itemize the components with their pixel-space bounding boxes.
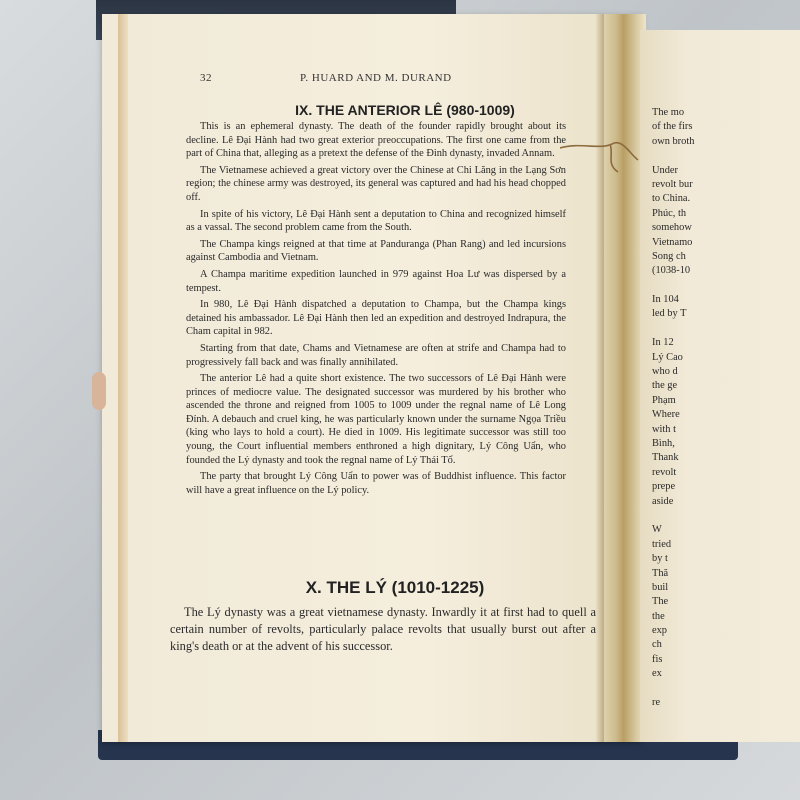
right-page-line: revolt bur [652, 178, 693, 190]
page-number: 32 [200, 72, 212, 84]
right-page-line: somehow [652, 222, 692, 234]
paragraph: The Champa kings reigned at that time at Panduranga (Phan Rang) and led incursions against Cambodia and Vietnam. [186, 238, 566, 264]
running-header [200, 72, 590, 88]
binding-thread [560, 120, 650, 180]
finger-holding-page [92, 372, 106, 410]
right-page-line: Vietnamo [652, 236, 693, 248]
right-page-line: Where [652, 409, 680, 421]
paragraph: Starting from that date, Chams and Vietnamese are often at strife and Champa had to progressively fall back and was finally annihilated. [186, 342, 566, 368]
right-page-line: The mo [652, 107, 685, 118]
right-page-line [652, 509, 800, 523]
section-x-body [170, 604, 596, 658]
paragraph: The party that brought Lý Công Uẩn to power was of Buddhist influence. This factor will have a great influence on the Lý policy. [186, 471, 566, 496]
right-page-line: own broth [652, 135, 695, 147]
right-page-line: the [652, 610, 665, 622]
right-page-line: Phạm [652, 394, 676, 406]
left-page-edge [118, 14, 128, 742]
right-page-line: buil [652, 581, 669, 593]
right-page-line: by t [652, 553, 668, 565]
right-page-line: Bình, [652, 437, 675, 449]
right-page-line: to China. [652, 193, 691, 205]
right-page-line: prepe [652, 481, 676, 493]
right-page-line: who d [652, 366, 678, 378]
right-page-line: Phúc, th [652, 207, 687, 219]
right-page-line: ch [652, 639, 662, 651]
paragraph: In spite of his victory, Lê Đại Hành sent a deputation to China and recognized himself as a vassal. The second problem came from the South. [186, 208, 566, 234]
running-head-authors: P. HUARD AND M. DURAND [300, 72, 452, 84]
right-page-line: led by T [652, 308, 687, 320]
right-page-line: In 12 [652, 337, 674, 349]
right-page-line [652, 682, 800, 696]
section-ix-body [186, 120, 566, 500]
right-page-line: W [652, 524, 662, 536]
paragraph: In 980, Lê Đại Hành dispatched a deputation to Champa, but the Champa kings detained his ambassador. Lê Đại Hành then led an expedition and destroyed Indrapura, the Cham capital in 982. [186, 299, 566, 338]
right-page-line: (1038-10 [652, 265, 691, 277]
right-page-line: Thank [652, 452, 679, 464]
paragraph: The Vietnamese achieved a great victory over the Chinese at Chi Lăng in the Lạng Sơn region; the chinese army was destroyed, its general was captured and had his head chopped off. [186, 164, 566, 203]
right-page-line: Under [652, 164, 678, 176]
right-page-line [652, 149, 800, 163]
right-page-line: ex [652, 668, 662, 680]
paragraph: A Champa maritime expedition launched in 979 against Hoa Lư was dispersed by a tempest. [186, 268, 566, 294]
right-page-line: Song ch [652, 250, 686, 262]
right-page-line: In 104 [652, 294, 679, 306]
right-page-line [652, 279, 800, 293]
right-page-line: revolt [652, 466, 677, 478]
right-page-line: re [652, 697, 661, 709]
paragraph: The anterior Lê had a quite short existence. The two successors of Lê Đại Hành were princes of mediocre value. The designated successor was murdered by his brother who ascended the throne and reigned from 1005 to 1009 under the regnal name of Lê Long Đỉnh. A debauch and cruel king, he was particularly known under the surname Ngọa Triều (king who lays to hold a court). He died in 1009. His legitimate successor was still too young, the Court influential members enthroned a high dignitary, Lý Công Uẩn, who founded the Lý dynasty and took the regnal name of Lý Thái Tổ. [186, 373, 566, 466]
right-page-line [652, 322, 800, 336]
paragraph: The Lý dynasty was a great vietnamese dynasty. Inwardly it at first had to quell a certain number of revolts, particularly palace revolts that usually burst out after a king's death or at the advent of his successor. [170, 605, 596, 653]
right-page-line: aside [652, 495, 674, 507]
right-page-line: The [652, 596, 669, 608]
right-page-line: with t [652, 423, 676, 435]
paragraph: This is an ephemeral dynasty. The death of the founder rapidly brought about its decline. Lê Đại Hành had two great exterior preoccupations. The first one came from the part of China that, alleging as a pretext the defense of the Đinh dynasty, invaded Annam. [186, 121, 566, 160]
section-ix-title: IX. THE ANTERIOR LÊ (980-1009) [295, 102, 515, 118]
right-page-line: tried [652, 538, 672, 550]
right-page-line: fis [652, 653, 663, 665]
right-page-line: exp [652, 625, 668, 637]
right-page-line: Thă [652, 567, 669, 579]
section-x-title: X. THE LÝ (1010-1225) [305, 578, 485, 597]
right-page-text [652, 106, 800, 710]
right-page-line: the ge [652, 380, 678, 392]
right-page-line: Lý Cao [652, 351, 683, 363]
right-page-line: of the firs [652, 121, 693, 133]
